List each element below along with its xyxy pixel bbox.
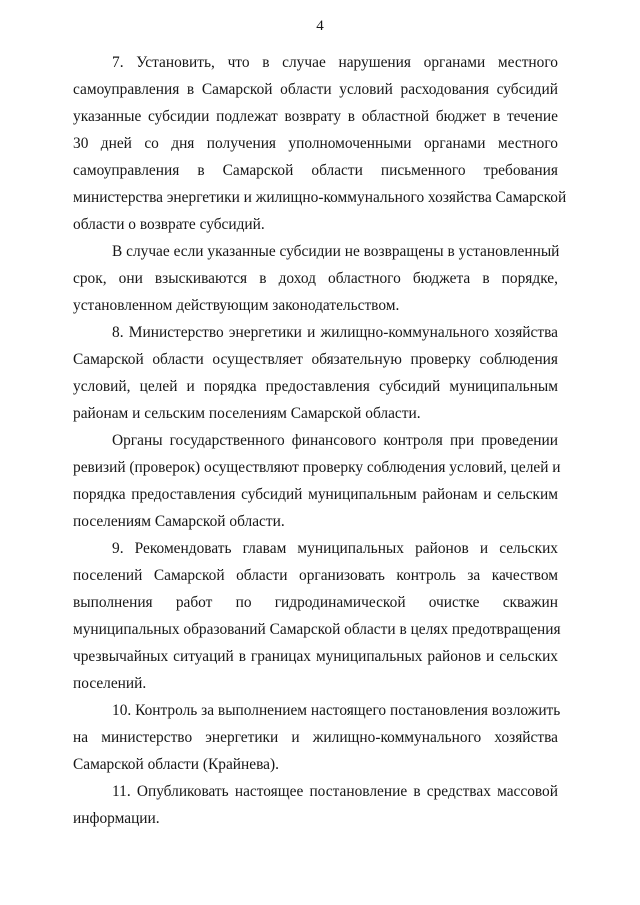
paragraph-11-line-1: 11. Опубликовать настоящее постановление в средствах массовой <box>112 783 558 800</box>
paragraph-7b-line-2: срок, они взыскиваются в доход областного бюджета в порядке, <box>73 270 558 287</box>
paragraph-7-line-5: самоуправления в Самарской области письменного требования <box>73 162 558 179</box>
paragraph-7b-line-1: В случае если указанные субсидии не возвращены в установленный <box>112 243 560 260</box>
paragraph-7-line-1: 7. Установить, что в случае нарушения органами местного <box>112 54 558 71</box>
paragraph-9-line-1: 9. Рекомендовать главам муниципальных районов и сельских <box>112 540 558 557</box>
paragraph-10-line-2: на министерство энергетики и жилищно-коммунального хозяйства <box>73 729 558 746</box>
paragraph-11-line-2: информации. <box>73 810 160 827</box>
paragraph-10-line-3: Самарской области (Крайнева). <box>73 756 279 773</box>
paragraph-8-line-3: условий, целей и порядка предоставления субсидий муниципальным <box>73 378 558 395</box>
paragraph-8b-line-1: Органы государственного финансового контроля при проведении <box>112 432 558 449</box>
paragraph-9-line-2: поселений Самарской области организовать контроль за качеством <box>73 567 558 584</box>
paragraph-8-line-2: Самарской области осуществляет обязательную проверку соблюдения <box>73 351 558 368</box>
page-number: 4 <box>316 18 324 34</box>
paragraph-7b-line-3: установленном действующим законодательством. <box>73 297 400 314</box>
paragraph-7-line-7: области о возврате субсидий. <box>73 216 265 233</box>
paragraph-7-line-4: 30 дней со дня получения уполномоченными органами местного <box>73 135 558 152</box>
paragraph-8b-line-4: поселениям Самарской области. <box>73 513 285 530</box>
paragraph-8b-line-2: ревизий (проверок) осуществляют проверку соблюдения условий, целей и <box>73 459 561 476</box>
paragraph-8-line-4: районам и сельским поселениям Самарской области. <box>73 405 421 422</box>
paragraph-10-line-1: 10. Контроль за выполнением настоящего постановления возложить <box>112 702 561 719</box>
paragraph-9-line-3: выполнения работ по гидродинамической очистке скважин <box>73 594 558 611</box>
paragraph-7-line-6: министерства энергетики и жилищно-коммунального хозяйства Самарской <box>73 189 567 206</box>
paragraph-9-line-4: муниципальных образований Самарской области в целях предотвращения <box>73 621 561 638</box>
paragraph-7-line-3: указанные субсидии подлежат возврату в областной бюджет в течение <box>73 108 558 125</box>
paragraph-9-line-5: чрезвычайных ситуаций в границах муниципальных районов и сельских <box>73 648 558 665</box>
paragraph-9-line-6: поселений. <box>73 675 147 692</box>
paragraph-7-line-2: самоуправления в Самарской области условий расходования субсидий <box>73 81 558 98</box>
paragraph-8b-line-3: порядка предоставления субсидий муниципальным районам и сельским <box>73 486 558 503</box>
paragraph-8-line-1: 8. Министерство энергетики и жилищно-коммунального хозяйства <box>112 324 558 341</box>
